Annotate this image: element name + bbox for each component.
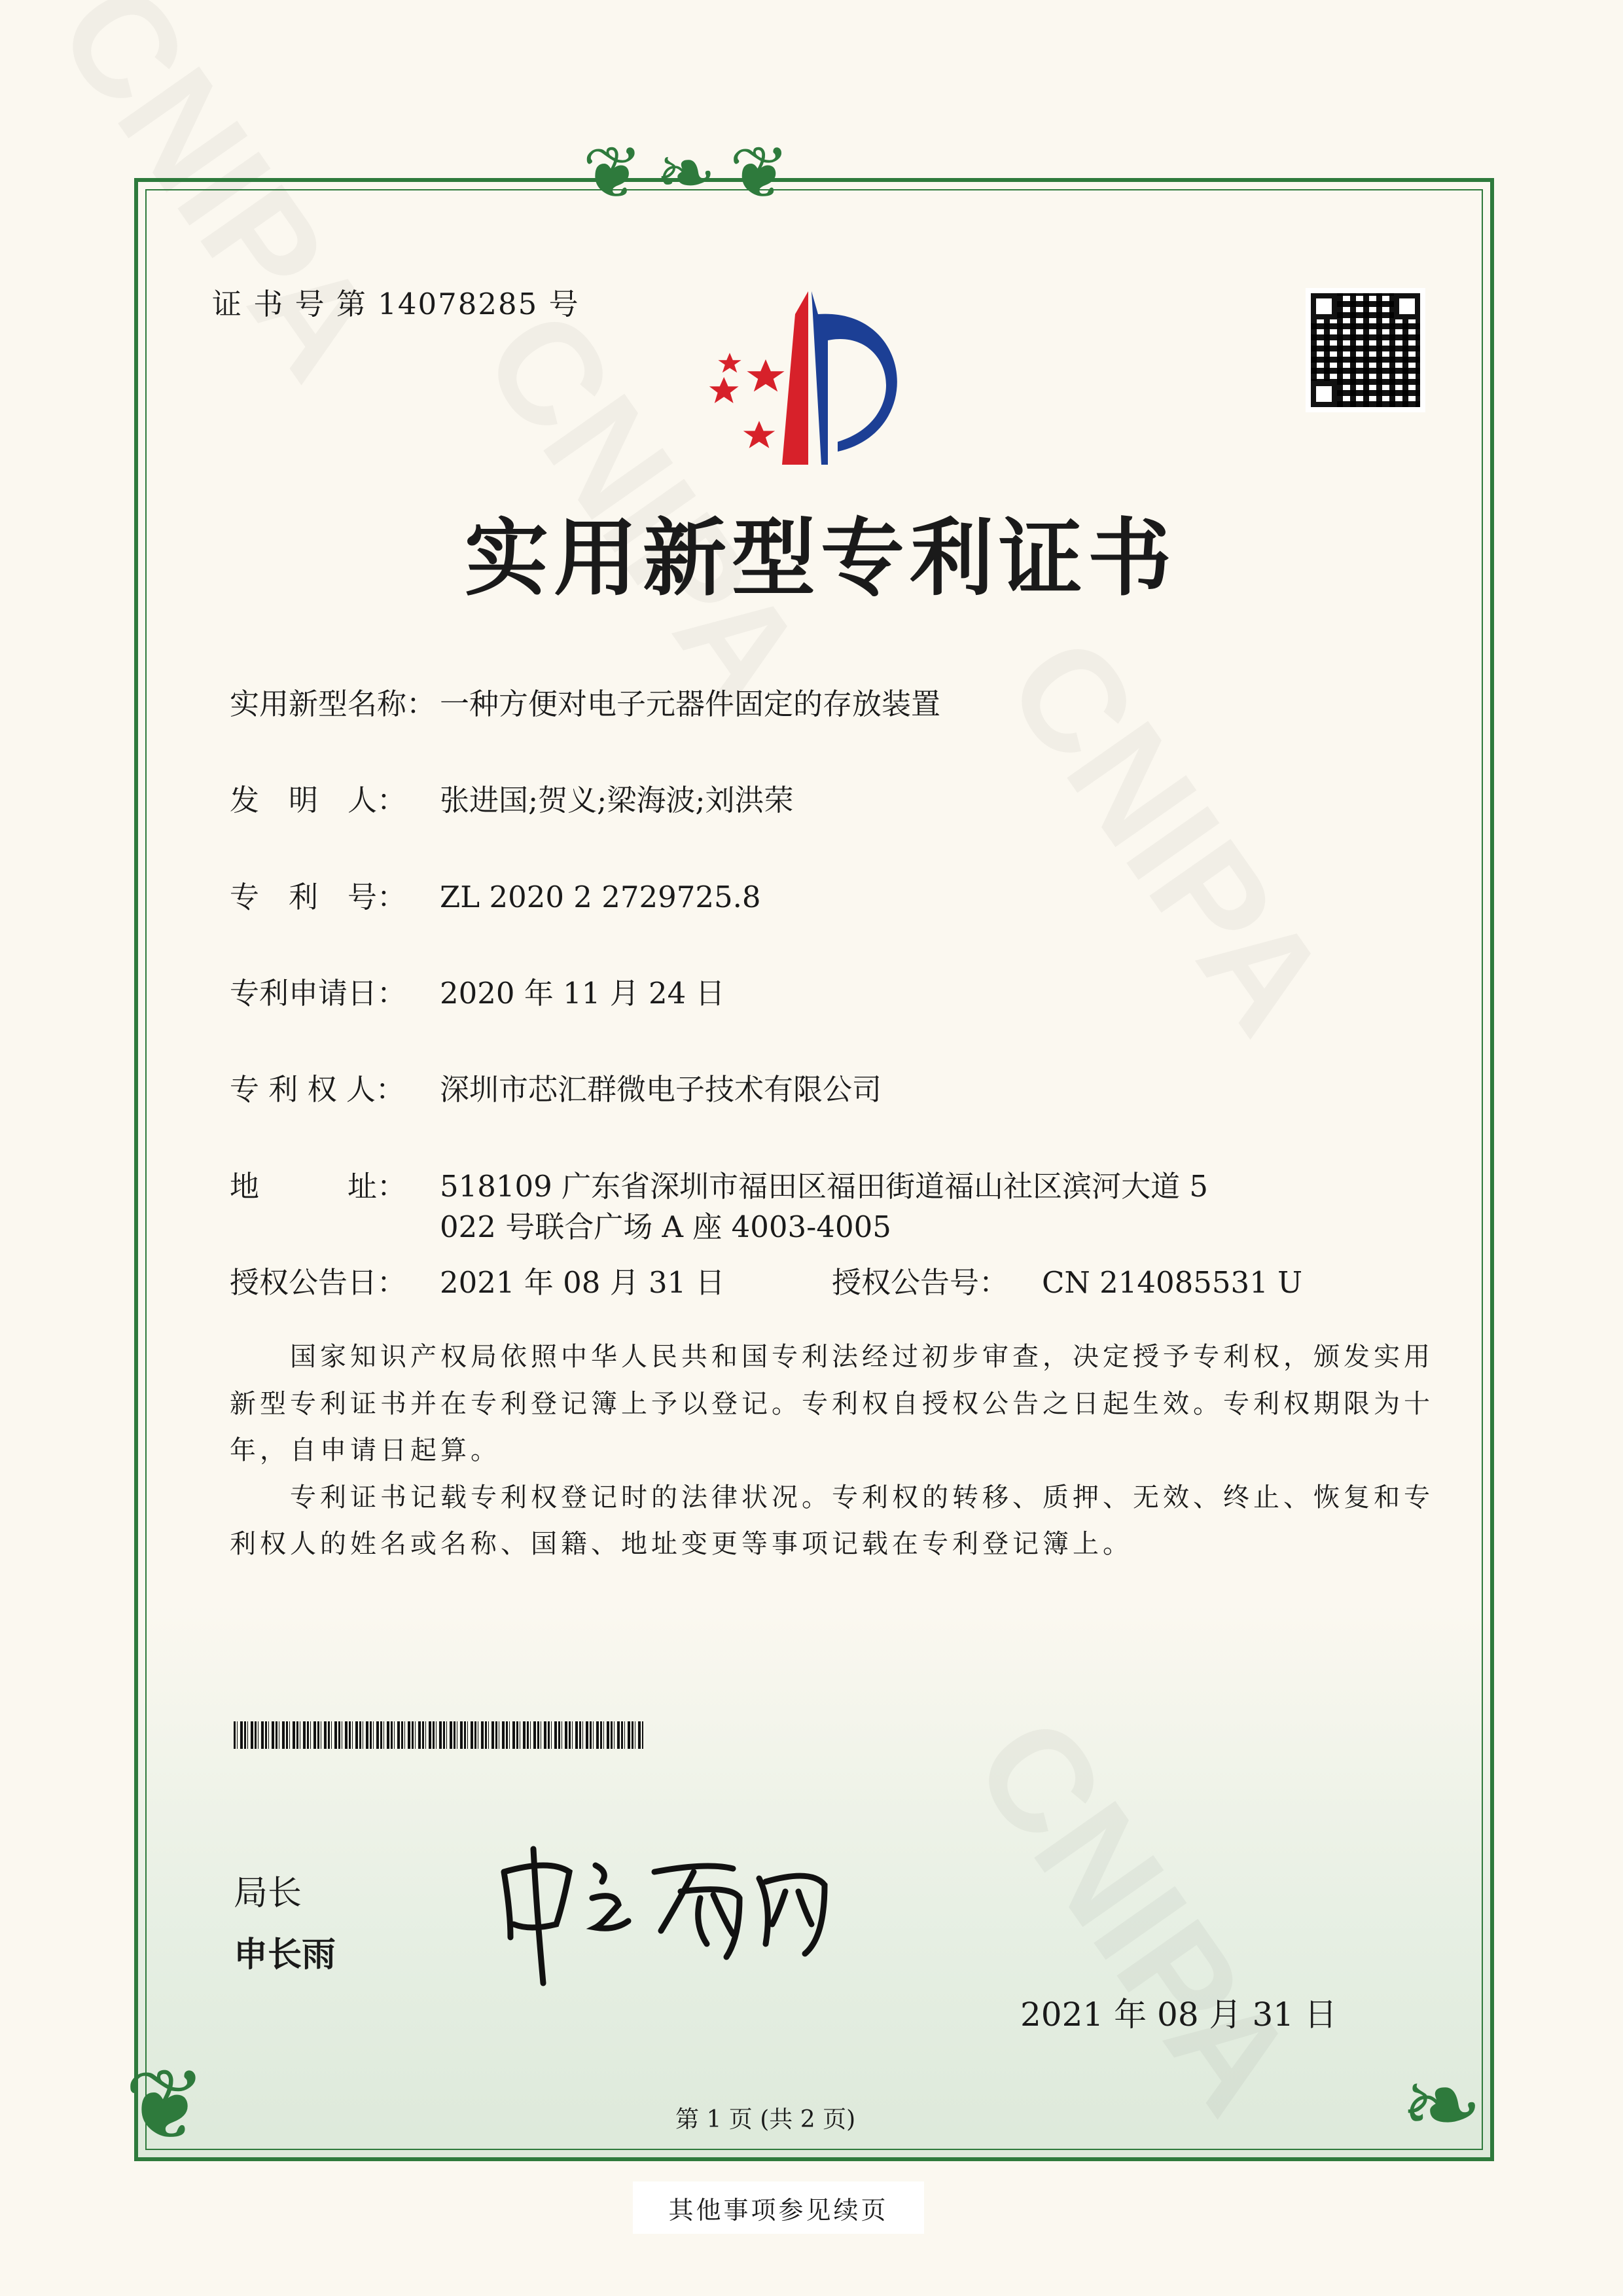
top-ornament-icon: ❦❧❦ — [582, 131, 803, 215]
field-label-grant-date: 授权公告日： — [230, 1265, 407, 1300]
field-value-grant-number: CN 214085531 U — [1042, 1265, 1303, 1300]
issue-date: 2021 年 08 月 31 日 — [1020, 1996, 1337, 2034]
field-value-grant-date: 2021 年 08 月 31 日 — [440, 1265, 725, 1300]
field-label-patentee: 专 利 权 人： — [230, 1072, 405, 1107]
handwritten-signature — [497, 1846, 838, 1990]
corner-ornament-icon: ❧ — [1400, 2049, 1483, 2162]
field-label-inventors: 发 明 人： — [230, 783, 407, 817]
field-value-name: 一种方便对电子元器件固定的存放装置 — [440, 687, 941, 721]
statement-line: 利权人的姓名或名称、国籍、地址变更等事项记载在专利登记簿上。 — [230, 1529, 1133, 1559]
field-value-address-line2: 022 号联合广场 A 座 4003-4005 — [440, 1210, 891, 1244]
field-label-grant-number: 授权公告号： — [832, 1265, 1009, 1300]
continuation-note: 其他事项参见续页 — [633, 2181, 924, 2234]
barcode — [234, 1721, 643, 1749]
statement-line: 国家知识产权局依照中华人民共和国专利法经过初步审查，决定授予专利权，颁发实用 — [230, 1342, 1434, 1372]
certificate-number: 证 书 号 第 14078285 号 — [212, 287, 580, 321]
field-value-filing-date: 2020 年 11 月 24 日 — [440, 976, 725, 1011]
qr-code — [1306, 288, 1425, 412]
field-value-patent-number: ZL 2020 2 2729725.8 — [440, 880, 761, 914]
certificate-title: 实用新型专利证书 — [465, 509, 1177, 607]
field-value-inventors: 张进国;贺义;梁海波;刘洪荣 — [440, 783, 794, 817]
field-label-patent-number: 专 利 号： — [230, 880, 407, 914]
field-label-name: 实用新型名称： — [230, 687, 437, 721]
field-value-address: 518109 广东省深圳市福田区福田街道福山社区滨河大道 5 — [440, 1169, 1209, 1204]
field-label-filing-date: 专利申请日： — [230, 976, 407, 1011]
field-label-address: 地 址： — [230, 1169, 407, 1204]
statement-line: 新型专利证书并在专利登记簿上予以登记。专利权自授权公告之日起生效。专利权期限为十 — [230, 1389, 1434, 1419]
cnipa-logo — [697, 288, 933, 471]
field-value-patentee: 深圳市芯汇群微电子技术有限公司 — [440, 1072, 882, 1107]
signatory-title: 局长 — [234, 1874, 302, 1913]
statement-line: 专利证书记载专利权登记时的法律状况。专利权的转移、质押、无效、终止、恢复和专 — [230, 1482, 1434, 1513]
statement-line: 年，自申请日起算。 — [230, 1435, 501, 1465]
signatory-name: 申长雨 — [234, 1935, 336, 1975]
corner-ornament-icon: ❦ — [124, 2049, 207, 2162]
page-indicator: 第 1 页 (共 2 页) — [675, 2106, 856, 2133]
